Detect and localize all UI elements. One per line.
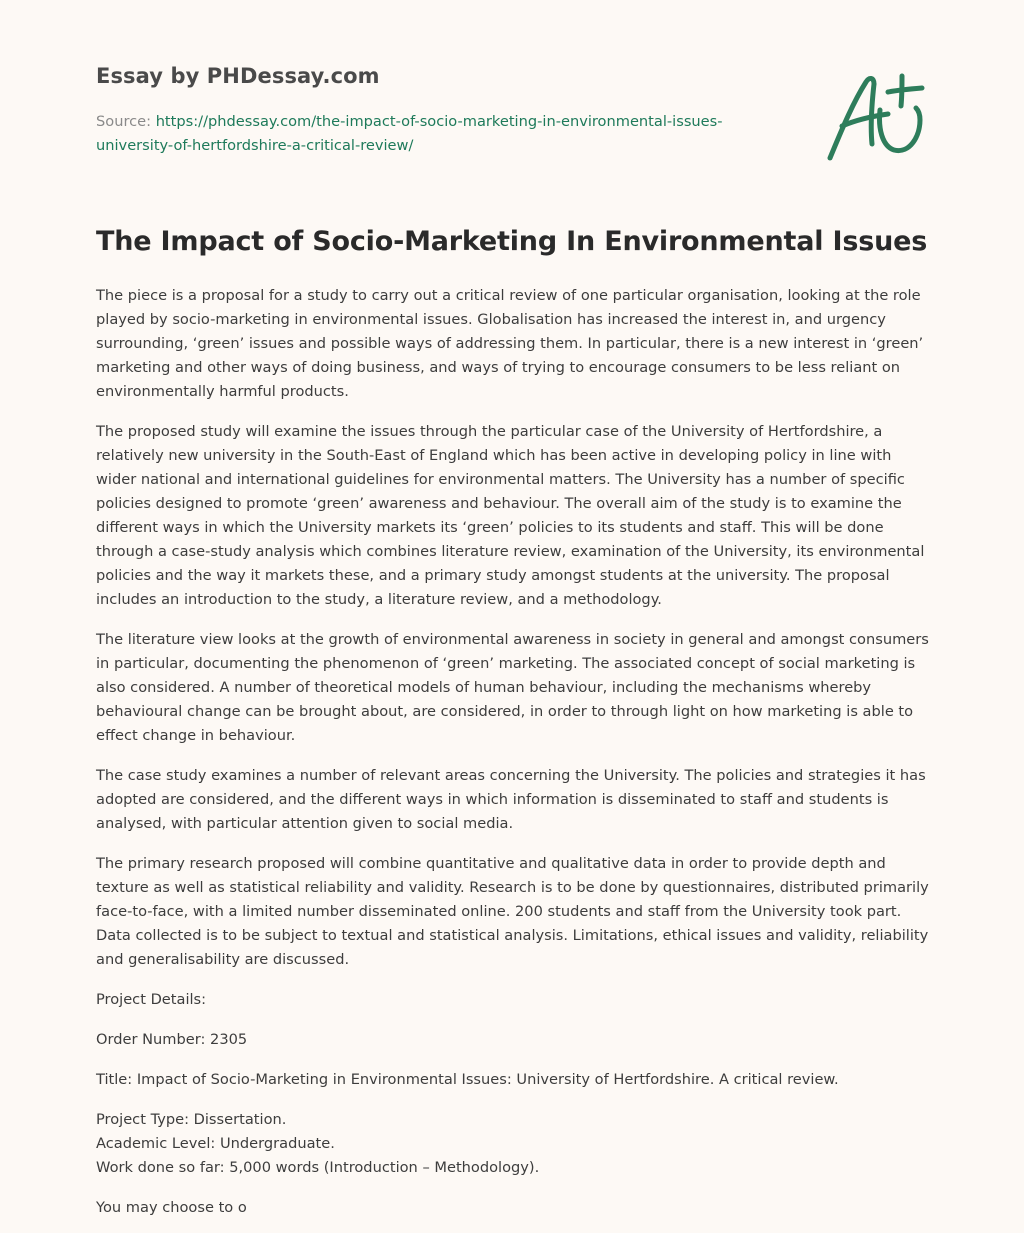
a-plus-logo-icon bbox=[822, 68, 926, 164]
source-link[interactable]: https://phdessay.com/the-impact-of-socio-marketing-in-environmental-issues-university-of-hertfordshire-a-critical-review/ bbox=[96, 113, 723, 154]
paragraph-literature-review: The literature view looks at the growth of environmental awareness in society in general and amongst consumers in particular, documenting the phenomenon of ‘green’ marketing. The associated concept of social marketing is also considered. A number of theoretical models of human behaviour, including the mechanisms whereby behavioural change can be brought about, are considered, in order to through light on how marketing is able to effect change in behaviour. bbox=[96, 631, 929, 744]
project-details-heading: Project Details: bbox=[96, 991, 207, 1008]
source-line bbox=[96, 110, 776, 158]
article-body bbox=[96, 284, 930, 1233]
project-type: Project Type: Dissertation. bbox=[96, 1111, 287, 1128]
brand-title: Essay by PHDessay.com bbox=[96, 64, 380, 88]
project-title: Title: Impact of Socio-Marketing in Environmental Issues: University of Hertfordshire. A critical review. bbox=[96, 1071, 839, 1088]
work-done: Work done so far: 5,000 words (Introduction – Methodology). bbox=[96, 1159, 540, 1176]
project-meta bbox=[96, 1108, 930, 1180]
paragraph-proposed-study: The proposed study will examine the issues through the particular case of the University of Hertfordshire, a relatively new university in the South-East of England which has been active in developing policy in line with wider national and international guidelines for environmental matters. The University has a number of specific policies designed to promote ‘green’ awareness and behaviour. The overall aim of the study is to examine the different ways in which the University markets its ‘green’ policies to its students and staff. This will be done through a case-study analysis which combines literature review, examination of the University, its environmental policies and the way it markets these, and a primary study amongst students at the university. The proposal includes an introduction to the study, a literature review, and a methodology. bbox=[96, 423, 925, 608]
paragraph-case-study: The case study examines a number of relevant areas concerning the University. The policies and strategies it has adopted are considered, and the different ways in which information is disseminated to staff and students is analysed, with particular attention given to social media. bbox=[96, 767, 926, 832]
truncated-line: You may choose to o bbox=[96, 1199, 247, 1216]
academic-level: Academic Level: Undergraduate. bbox=[96, 1135, 335, 1152]
order-number: Order Number: 2305 bbox=[96, 1031, 248, 1048]
paragraph-primary-research: The primary research proposed will combine quantitative and qualitative data in order to provide depth and texture as well as statistical reliability and validity. Research is to be done by questionnaires, distributed primarily face-to-face, with a limited number disseminated online. 200 students and staff from the University took part. Data collected is to be subject to textual and statistical analysis. Limitations, ethical issues and validity, reliability and generalisability are discussed. bbox=[96, 855, 929, 968]
article-title: The Impact of Socio-Marketing In Environmental Issues bbox=[96, 226, 928, 257]
paragraph-intro: The piece is a proposal for a study to carry out a critical review of one particular organisation, looking at the role played by socio-marketing in environmental issues. Globalisation has increased the interest in, and urgency surrounding, ‘green’ issues and possible ways of addressing them. In particular, there is a new interest in ‘green’ marketing and other ways of doing business, and ways of trying to encourage consumers to be less reliant on environmentally harmful products. bbox=[96, 287, 924, 400]
source-label: Source: bbox=[96, 113, 156, 130]
